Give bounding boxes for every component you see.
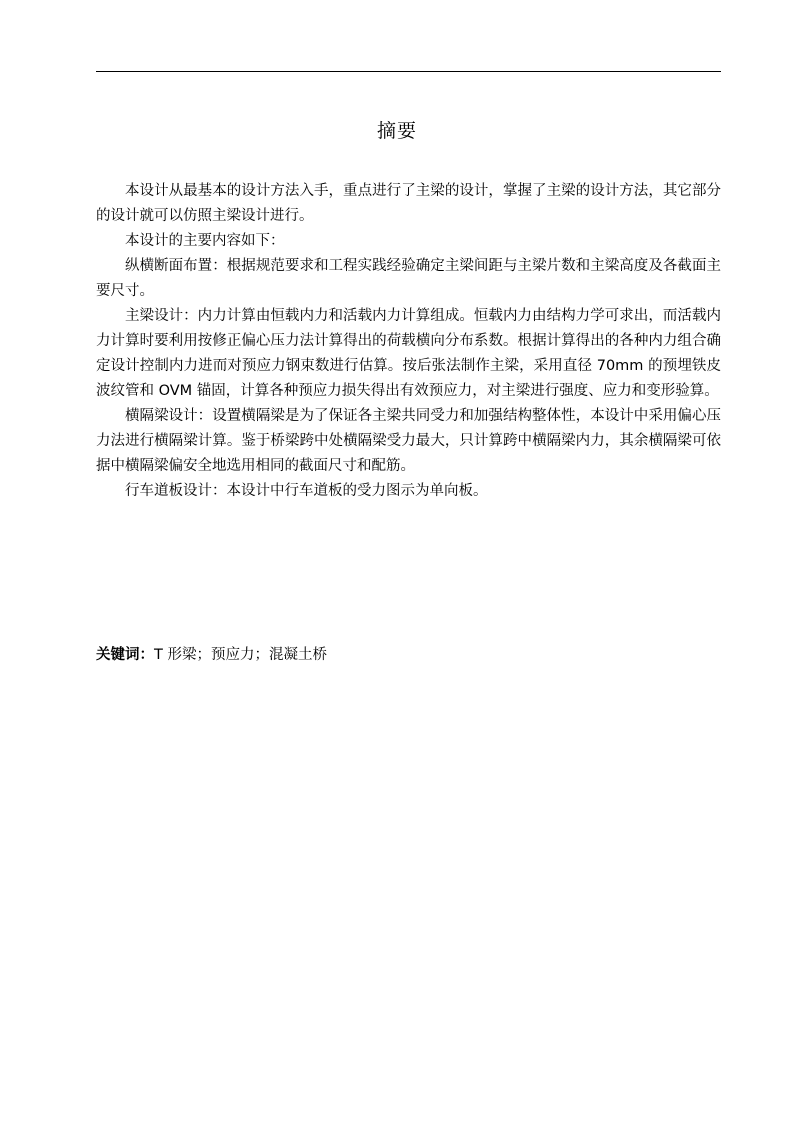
paragraph-section-layout: 纵横断面布置：根据规范要求和工程实践经验确定主梁间距与主梁片数和主梁高度及各截面主要尺寸。 [96,258,721,299]
keywords-line [96,643,721,668]
paragraph-main-beam-design: 主梁设计：内力计算由恒载内力和活载内力计算组成。恒载内力由结构力学可求出，而活载内力计算时要利用按修正偏心压力法计算得出的荷载横向分布系数。根据计算得出的各种内力组合确定设计控制内力进而对预应力钢束数进行估算。按后张法制作主梁，采用直径 70mm 的预埋铁皮波纹管和 OVM 锚固，计算各种预应力损失得出有效预应力，对主梁进行强度、应力和变形验算。 [96,308,721,399]
paragraph-diaphragm-design: 横隔梁设计：设置横隔梁是为了保证各主梁共同受力和加强结构整体性，本设计中采用偏心压力法进行横隔梁计算。鉴于桥梁跨中处横隔梁受力最大，只计算跨中横隔梁内力，其余横隔梁可依据中横隔梁偏安全地选用相同的截面尺寸和配筋。 [96,408,721,474]
header-rule [96,71,721,72]
paragraph-deck-slab-design: 行车道板设计：本设计中行车道板的受力图示为单向板。 [125,483,488,499]
abstract-body [96,179,721,504]
keywords-label: 关键词： [96,647,154,663]
paragraph-contents-heading: 本设计的主要内容如下： [125,233,285,249]
paragraph-intro: 本设计从最基本的设计方法入手，重点进行了主梁的设计，掌握了主梁的设计方法，其它部分的设计就可以仿照主梁设计进行。 [96,183,721,224]
keywords-value: T 形梁；预应力；混凝土桥 [154,647,327,663]
page-title: 摘要 [376,120,417,142]
